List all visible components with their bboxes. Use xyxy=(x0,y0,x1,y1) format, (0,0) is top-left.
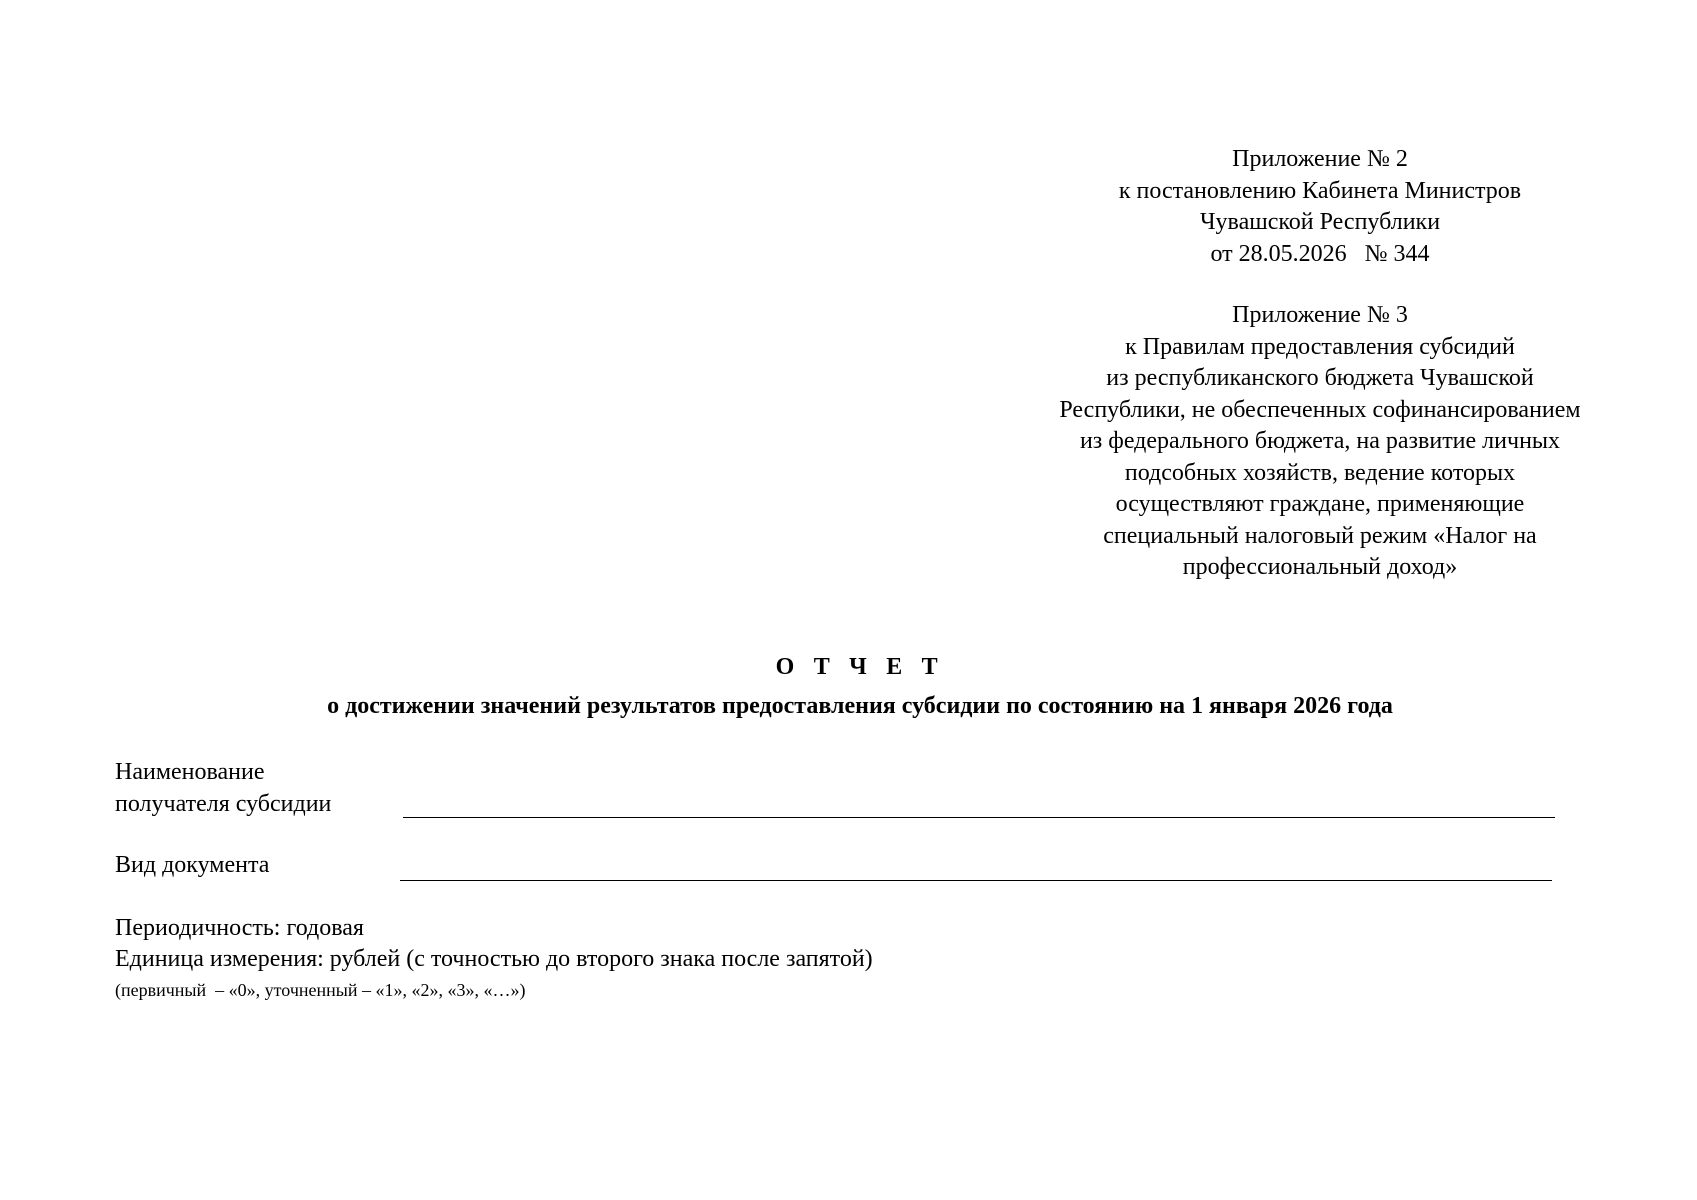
appendix-3-line: специальный налоговый режим «Налог на xyxy=(1103,522,1537,549)
recipient-name-field[interactable] xyxy=(403,817,1555,818)
appendix-2-line: от 28.05.2026 № 344 xyxy=(1210,240,1430,267)
recipient-label-line-2: получателя субсидии xyxy=(115,790,332,817)
document-type-note: (первичный – «0», уточненный – «1», «2», «3», «…») xyxy=(115,980,526,1000)
appendix-2-line: к постановлению Кабинета Министров xyxy=(1118,177,1522,204)
appendix-3-line: Приложение № 3 xyxy=(1232,302,1408,328)
document-type-label: Вид документа xyxy=(115,852,270,878)
document-type-field[interactable] xyxy=(400,880,1552,881)
appendix-3-line: Республики, не обеспеченных софинансированием xyxy=(1059,396,1581,423)
appendix-3-line: профессиональный доход» xyxy=(1182,554,1458,580)
appendix-3-line: из республиканского бюджета Чувашской xyxy=(1106,365,1534,391)
appendix-3-line: из федерального бюджета, на развитие личных xyxy=(1079,428,1561,454)
appendix-3-line: осуществляют граждане, применяющие xyxy=(1115,491,1525,517)
periodicity-text: Периодичность: годовая xyxy=(115,915,364,941)
appendix-2-line: Чувашской Республики xyxy=(1199,209,1441,235)
appendix-3-line: к Правилам предоставления субсидий xyxy=(1125,333,1515,360)
report-subtitle: о достижении значений результатов предоставления субсидии по состоянию на 1 января 2026 года xyxy=(327,693,1393,719)
recipient-name-label xyxy=(115,757,331,820)
report-title: О Т Ч Е Т xyxy=(775,654,945,680)
appendix-2-header xyxy=(1020,144,1620,270)
recipient-label-line-1: Наименование xyxy=(115,759,265,785)
appendix-2-line: Приложение № 2 xyxy=(1232,146,1408,172)
unit-of-measure-text: Единица измерения: рублей (с точностью до второго знака после запятой) xyxy=(115,946,873,972)
appendix-3-line: подсобных хозяйств, ведение которых xyxy=(1124,459,1516,486)
appendix-3-header xyxy=(1010,300,1630,584)
